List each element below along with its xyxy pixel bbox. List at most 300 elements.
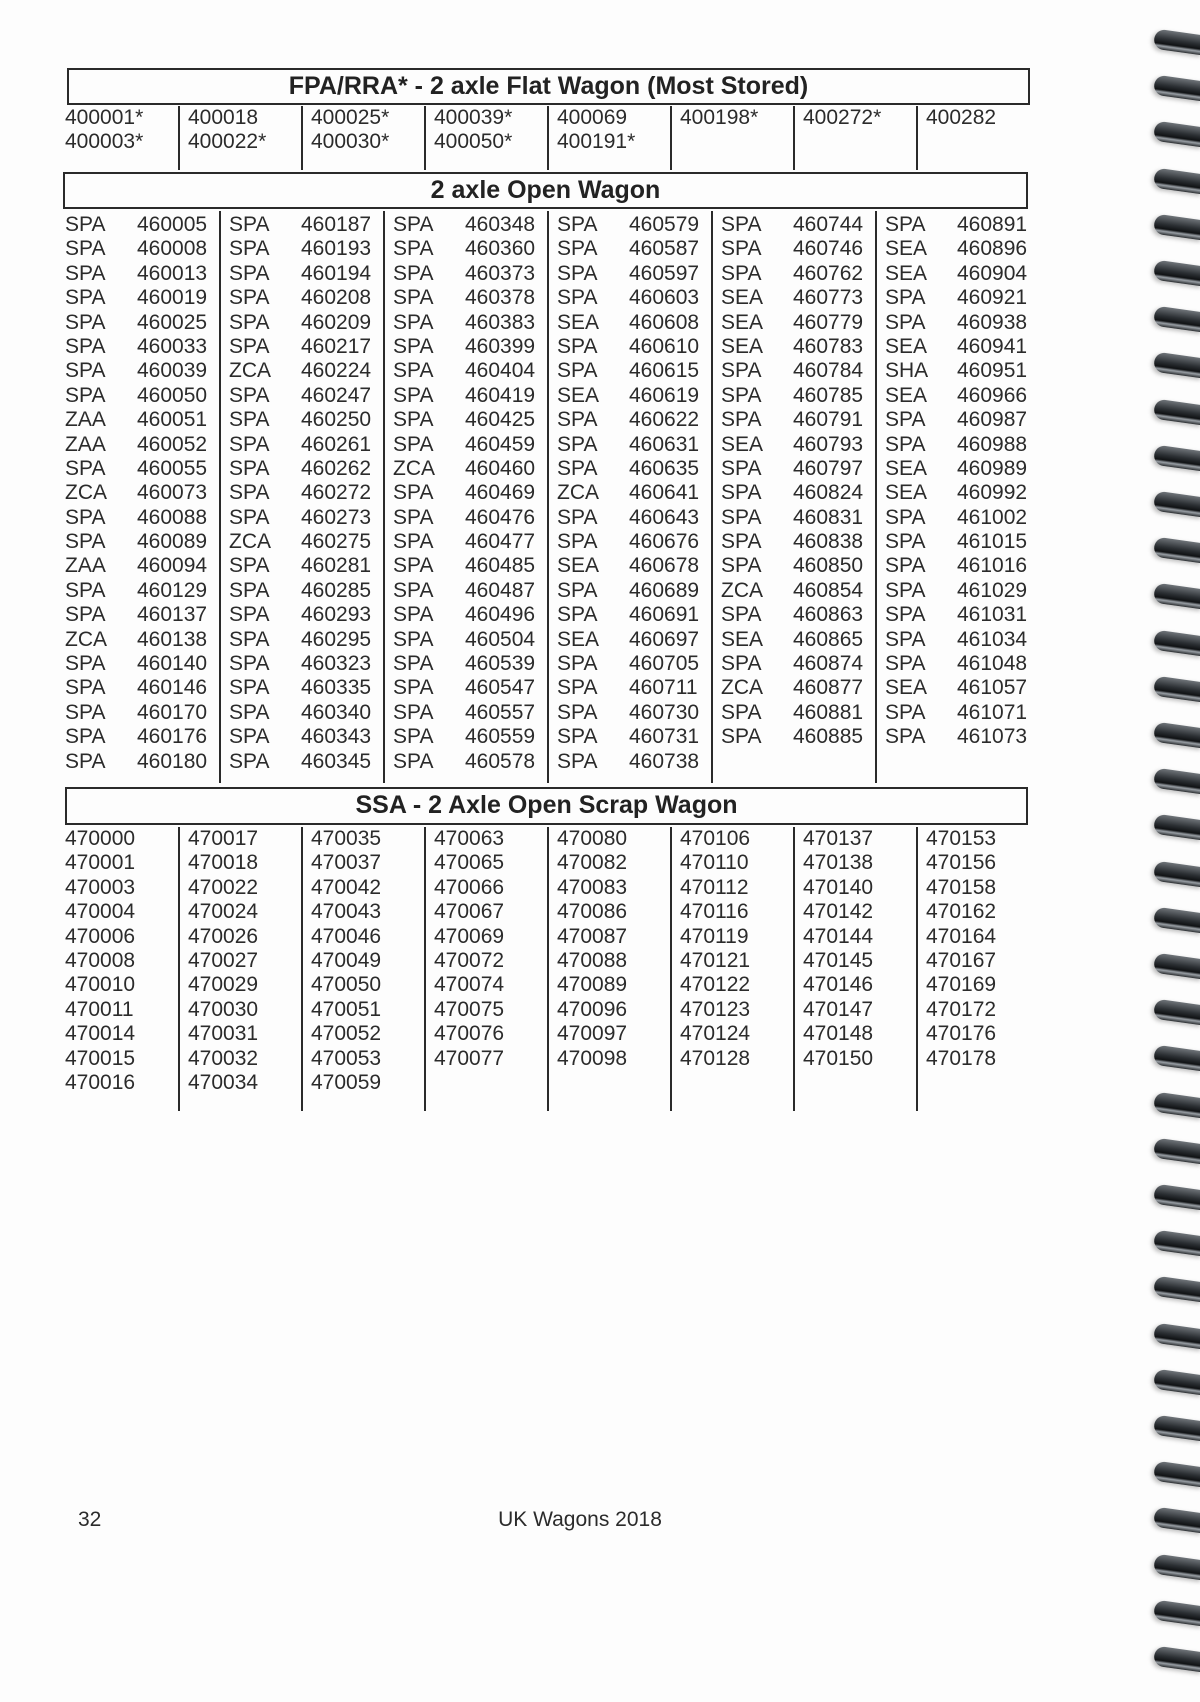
wagon-number: 400025* <box>311 106 390 129</box>
wagon-type-code: SPA <box>393 578 434 602</box>
wagon-entry <box>885 530 1039 554</box>
wagon-number: 400022* <box>188 130 267 154</box>
wagon-number: 461002 <box>957 505 1028 529</box>
wagon-type-code: SEA <box>721 432 764 456</box>
wagon-number: 460476 <box>465 505 536 529</box>
wagon-number: 460033 <box>137 334 208 358</box>
wagon-type-code: ZAA <box>65 554 106 578</box>
wagon-entry <box>393 554 547 578</box>
wagon-entry <box>721 676 875 700</box>
number-column <box>547 827 670 1111</box>
binding-coil <box>1153 1322 1200 1349</box>
wagon-type-code: SPA <box>721 700 762 724</box>
wagon-number: 470018 <box>188 851 259 875</box>
wagon-number: 460176 <box>137 725 208 749</box>
wagon-entry <box>557 725 711 749</box>
wagon-type-code: SPA <box>229 676 270 700</box>
binding-coil <box>1153 1368 1200 1395</box>
wagon-number: 460705 <box>629 652 700 676</box>
wagon-type-code: SPA <box>557 408 598 432</box>
binding-coil <box>1153 1091 1200 1118</box>
wagon-number: 460678 <box>629 554 700 578</box>
wagon-number: 460838 <box>793 530 864 554</box>
wagon-entry <box>885 262 1039 286</box>
wagon-number: 470124 <box>680 1022 751 1046</box>
wagon-number: 460295 <box>301 627 372 651</box>
wagon-number: 470067 <box>434 900 505 924</box>
wagon-type-code: SPA <box>557 432 598 456</box>
wagon-number: 460217 <box>301 334 372 358</box>
number-column <box>301 106 424 170</box>
wagon-number: 460293 <box>301 603 372 627</box>
binding-coil <box>1153 1045 1200 1072</box>
wagon-entry <box>65 652 219 676</box>
wagon-number: 460874 <box>793 652 864 676</box>
wagon-number: 470003 <box>65 875 136 899</box>
wagon-entry <box>557 311 711 335</box>
wagon-number: 470086 <box>557 900 628 924</box>
wagon-type-code: SPA <box>721 603 762 627</box>
wagon-number: 460896 <box>957 237 1028 261</box>
wagon-number: 461034 <box>957 627 1028 651</box>
wagon-type-code: SPA <box>393 700 434 724</box>
wagon-number: 470015 <box>65 1046 136 1070</box>
wagon-entry <box>393 359 547 383</box>
wagon-entry <box>885 286 1039 310</box>
wagon-entry <box>229 628 383 652</box>
wagon-number: 470142 <box>803 900 874 924</box>
wagon-entry <box>557 237 711 261</box>
wagon-number: 460335 <box>301 676 372 700</box>
wagon-entry <box>229 530 383 554</box>
wagon-type-code: SPA <box>885 578 926 602</box>
wagon-number: 460459 <box>465 432 536 456</box>
wagon-entry <box>557 262 711 286</box>
wagon-type-code: SPA <box>885 213 926 236</box>
wagon-entry <box>721 554 875 578</box>
wagon-entry <box>65 554 219 578</box>
wagon-type-code: SPA <box>885 725 926 749</box>
wagon-number: 460603 <box>629 286 700 310</box>
wagon-number: 470046 <box>311 924 382 948</box>
wagon-entry <box>393 628 547 652</box>
wagon-number: 460691 <box>629 603 700 627</box>
wagon-type-code: SPA <box>65 334 106 358</box>
wagon-type-code: SPA <box>885 530 926 554</box>
wagon-entry <box>557 554 711 578</box>
wagon-entry <box>229 652 383 676</box>
wagon-number: 460140 <box>137 652 208 676</box>
wagon-number: 460559 <box>465 725 536 749</box>
wagon-entry <box>229 457 383 481</box>
wagon-number: 460224 <box>301 359 372 383</box>
wagon-type-code: SPA <box>885 432 926 456</box>
wagon-column <box>63 211 219 783</box>
binding-coil <box>1153 444 1200 471</box>
wagon-type-code: SPA <box>393 213 434 236</box>
binding-coil <box>1153 1461 1200 1488</box>
wagon-entry <box>393 676 547 700</box>
wagon-entry <box>885 554 1039 578</box>
wagon-type-code: SPA <box>557 700 598 724</box>
wagon-number: 460194 <box>301 261 372 285</box>
wagon-entry <box>65 506 219 530</box>
number-column <box>793 106 916 170</box>
wagon-number: 460797 <box>793 456 864 480</box>
wagon-entry <box>557 213 711 237</box>
wagon-type-code: SPA <box>65 505 106 529</box>
wagon-type-code: SPA <box>65 700 106 724</box>
wagon-entry <box>393 603 547 627</box>
wagon-entry <box>721 286 875 310</box>
wagon-entry <box>393 262 547 286</box>
wagon-number: 460345 <box>301 749 372 773</box>
wagon-number: 460137 <box>137 603 208 627</box>
wagon-number: 470027 <box>188 948 259 972</box>
wagon-entry <box>65 262 219 286</box>
wagon-number: 470008 <box>65 948 136 972</box>
wagon-type-code: SPA <box>229 432 270 456</box>
binding-coil <box>1153 999 1200 1026</box>
wagon-number: 460073 <box>137 481 208 505</box>
wagon-entry <box>721 579 875 603</box>
wagon-type-code: ZCA <box>721 578 763 602</box>
wagon-type-code: ZCA <box>229 530 271 554</box>
wagon-number: 470128 <box>680 1046 751 1070</box>
wagon-type-code: SPA <box>721 359 762 383</box>
wagon-type-code: SPA <box>721 261 762 285</box>
wagon-type-code: SPA <box>885 603 926 627</box>
wagon-entry <box>885 384 1039 408</box>
wagon-type-code: SPA <box>557 530 598 554</box>
wagon-number: 460419 <box>465 383 536 407</box>
number-column <box>547 106 670 170</box>
wagon-entry <box>393 530 547 554</box>
wagon-type-code: SPA <box>557 725 598 749</box>
wagon-number: 470176 <box>926 1022 997 1046</box>
number-column <box>178 827 301 1111</box>
wagon-type-code: ZCA <box>229 359 271 383</box>
binding-coil <box>1153 1230 1200 1257</box>
binding-coil <box>1153 121 1200 148</box>
wagon-type-code: SPA <box>721 213 762 236</box>
wagon-number: 460343 <box>301 725 372 749</box>
wagon-number: 460275 <box>301 530 372 554</box>
wagon-entry <box>65 311 219 335</box>
wagon-type-code: SPA <box>229 700 270 724</box>
wagon-number: 470069 <box>434 924 505 948</box>
wagon-type-code: SPA <box>393 261 434 285</box>
binding-coil <box>1153 675 1200 702</box>
binding-coil <box>1153 537 1200 564</box>
wagon-number: 460793 <box>793 432 864 456</box>
wagon-number: 460608 <box>629 310 700 334</box>
wagon-number: 470063 <box>434 827 505 850</box>
wagon-number: 460208 <box>301 286 372 310</box>
wagon-entry <box>65 530 219 554</box>
wagon-type-code: SEA <box>721 627 764 651</box>
wagon-number: 460404 <box>465 359 536 383</box>
wagon-entry <box>65 433 219 457</box>
wagon-type-code: SPA <box>393 408 434 432</box>
wagon-entry <box>65 701 219 725</box>
wagon-number: 470031 <box>188 1022 259 1046</box>
number-column <box>424 106 547 170</box>
wagon-entry <box>557 506 711 530</box>
wagon-type-code: SPA <box>65 383 106 407</box>
wagon-type-code: SPA <box>229 481 270 505</box>
wagon-number: 460738 <box>629 749 700 773</box>
wagon-entry <box>557 384 711 408</box>
wagon-column <box>547 211 711 783</box>
wagon-number: 460547 <box>465 676 536 700</box>
wagon-number: 460262 <box>301 456 372 480</box>
publication-title: UK Wagons 2018 <box>498 1508 662 1531</box>
wagon-type-code: SPA <box>721 554 762 578</box>
wagon-number: 460587 <box>629 237 700 261</box>
wagon-number: 460877 <box>793 676 864 700</box>
wagon-entry <box>885 433 1039 457</box>
wagon-number: 460773 <box>793 286 864 310</box>
wagon-entry <box>721 481 875 505</box>
wagon-number: 470098 <box>557 1046 628 1070</box>
wagon-number: 400198* <box>680 106 759 129</box>
wagon-number: 470076 <box>434 1022 505 1046</box>
binding-coil <box>1153 75 1200 102</box>
wagon-number: 460052 <box>137 432 208 456</box>
wagon-type-code: SPA <box>721 237 762 261</box>
wagon-number: 460579 <box>629 213 700 236</box>
wagon-entry <box>721 359 875 383</box>
wagon-entry <box>65 384 219 408</box>
wagon-entry <box>393 311 547 335</box>
wagon-number: 460247 <box>301 383 372 407</box>
wagon-number: 400069 <box>557 106 628 129</box>
wagon-entry <box>229 725 383 749</box>
wagon-entry <box>65 725 219 749</box>
wagon-entry <box>229 335 383 359</box>
wagon-entry <box>885 311 1039 335</box>
binding-coil <box>1153 1646 1200 1673</box>
wagon-number: 460731 <box>629 725 700 749</box>
wagon-type-code: SPA <box>229 627 270 651</box>
wagon-number: 460631 <box>629 432 700 456</box>
wagon-number: 470017 <box>188 827 259 850</box>
wagon-number: 470122 <box>680 973 751 997</box>
wagon-number: 470052 <box>311 1022 382 1046</box>
wagon-entry <box>721 408 875 432</box>
wagon-type-code: SPA <box>557 359 598 383</box>
wagon-entry <box>721 506 875 530</box>
wagon-number: 460854 <box>793 578 864 602</box>
wagon-number: 460615 <box>629 359 700 383</box>
wagon-entry <box>885 213 1039 237</box>
wagon-entry <box>393 652 547 676</box>
wagon-number: 400003* <box>65 130 144 154</box>
wagon-number: 470032 <box>188 1046 259 1070</box>
wagon-number: 460881 <box>793 700 864 724</box>
wagon-entry <box>557 286 711 310</box>
wagon-number: 470075 <box>434 997 505 1021</box>
wagon-number: 460360 <box>465 237 536 261</box>
wagon-entry <box>721 311 875 335</box>
wagon-type-code: SEA <box>885 383 928 407</box>
wagon-entry <box>557 628 711 652</box>
wagon-number: 470035 <box>311 827 382 850</box>
wagon-number: 400030* <box>311 130 390 154</box>
wagon-number: 460170 <box>137 700 208 724</box>
wagon-column <box>383 211 547 783</box>
binding-coil <box>1153 1137 1200 1164</box>
number-column <box>178 106 301 170</box>
wagon-type-code: SPA <box>721 408 762 432</box>
binding-coil <box>1153 491 1200 518</box>
open-wagon-number-table <box>63 211 1039 783</box>
wagon-type-code: SPA <box>393 310 434 334</box>
wagon-entry <box>721 701 875 725</box>
wagon-number: 460697 <box>629 627 700 651</box>
wagon-entry <box>65 603 219 627</box>
wagon-entry <box>885 676 1039 700</box>
binding-coil <box>1153 29 1200 56</box>
wagon-number: 470138 <box>803 851 874 875</box>
wagon-number: 400191* <box>557 130 636 154</box>
wagon-entry <box>885 652 1039 676</box>
binding-coil <box>1153 768 1200 795</box>
wagon-entry <box>557 603 711 627</box>
wagon-number: 460273 <box>301 505 372 529</box>
wagon-entry <box>885 701 1039 725</box>
wagon-number: 460557 <box>465 700 536 724</box>
wagon-type-code: SPA <box>65 578 106 602</box>
wagon-entry <box>65 237 219 261</box>
wagon-type-code: SPA <box>229 310 270 334</box>
wagon-type-code: SEA <box>721 286 764 310</box>
binding-coil <box>1153 722 1200 749</box>
wagon-number: 460025 <box>137 310 208 334</box>
wagon-entry <box>885 457 1039 481</box>
wagon-entry <box>721 335 875 359</box>
wagon-type-code: SEA <box>721 310 764 334</box>
binding-coil <box>1153 260 1200 287</box>
wagon-number: 470029 <box>188 973 259 997</box>
wagon-entry <box>393 408 547 432</box>
wagon-entry <box>229 676 383 700</box>
wagon-entry <box>557 579 711 603</box>
number-column <box>670 827 793 1111</box>
wagon-type-code: SEA <box>885 261 928 285</box>
wagon-type-code: SPA <box>65 456 106 480</box>
wagon-number: 460863 <box>793 603 864 627</box>
wagon-entry <box>721 652 875 676</box>
wagon-number: 461015 <box>957 530 1028 554</box>
wagon-type-code: SPA <box>393 383 434 407</box>
wagon-type-code: SPA <box>885 310 926 334</box>
wagon-number: 470024 <box>188 900 259 924</box>
number-column <box>63 827 178 1111</box>
wagon-entry <box>557 676 711 700</box>
wagon-number: 460323 <box>301 652 372 676</box>
wagon-entry <box>229 481 383 505</box>
wagon-type-code: SPA <box>65 749 106 773</box>
wagon-number: 470006 <box>65 924 136 948</box>
wagon-type-code: SPA <box>393 725 434 749</box>
wagon-number: 460019 <box>137 286 208 310</box>
wagon-entry <box>557 408 711 432</box>
binding-coil <box>1153 352 1200 379</box>
wagon-number: 460469 <box>465 481 536 505</box>
wagon-type-code: SPA <box>65 652 106 676</box>
wagon-number: 460622 <box>629 408 700 432</box>
wagon-number: 460050 <box>137 383 208 407</box>
wagon-number: 470112 <box>680 875 749 899</box>
wagon-entry <box>229 262 383 286</box>
wagon-number: 460676 <box>629 530 700 554</box>
wagon-number: 470066 <box>434 875 505 899</box>
binding-coil <box>1153 1276 1200 1303</box>
wagon-entry <box>885 237 1039 261</box>
wagon-type-code: ZCA <box>721 676 763 700</box>
wagon-number: 470167 <box>926 948 997 972</box>
binding-coil <box>1153 814 1200 841</box>
wagon-type-code: SPA <box>885 286 926 310</box>
wagon-type-code: SPA <box>393 676 434 700</box>
wagon-entry <box>229 408 383 432</box>
wagon-number: 460348 <box>465 213 536 236</box>
binding-coil <box>1153 1507 1200 1534</box>
number-column <box>63 106 178 170</box>
wagon-number: 460399 <box>465 334 536 358</box>
wagon-type-code: SPA <box>885 627 926 651</box>
wagon-number: 460055 <box>137 456 208 480</box>
wagon-number: 470110 <box>680 851 749 875</box>
wagon-number: 460138 <box>137 627 208 651</box>
wagon-entry <box>557 750 711 774</box>
wagon-number: 460281 <box>301 554 372 578</box>
number-column <box>301 827 424 1111</box>
wagon-entry <box>229 384 383 408</box>
wagon-entry <box>229 701 383 725</box>
wagon-type-code: SPA <box>557 237 598 261</box>
wagon-entry <box>393 384 547 408</box>
wagon-number: 460373 <box>465 261 536 285</box>
wagon-entry <box>721 457 875 481</box>
wagon-number: 470172 <box>926 997 997 1021</box>
wagon-number: 460831 <box>793 505 864 529</box>
wagon-entry <box>721 603 875 627</box>
wagon-type-code: SPA <box>229 652 270 676</box>
wagon-number: 470000 <box>65 827 136 850</box>
wagon-type-code: SPA <box>885 408 926 432</box>
wagon-number: 461057 <box>957 676 1028 700</box>
wagon-number: 461031 <box>957 603 1028 627</box>
wagon-type-code: SPA <box>393 334 434 358</box>
wagon-number: 470087 <box>557 924 628 948</box>
binding-coil <box>1153 306 1200 333</box>
wagon-entry <box>65 676 219 700</box>
wagon-number: 460578 <box>465 749 536 773</box>
wagon-type-code: SEA <box>885 456 928 480</box>
wagon-number: 460089 <box>137 530 208 554</box>
wagon-number: 470043 <box>311 900 382 924</box>
wagon-entry <box>721 262 875 286</box>
wagon-entry <box>393 481 547 505</box>
wagon-entry <box>229 359 383 383</box>
fpa-number-table <box>63 106 1039 170</box>
wagon-entry <box>885 628 1039 652</box>
wagon-number: 470030 <box>188 997 259 1021</box>
wagon-type-code: SEA <box>557 627 600 651</box>
